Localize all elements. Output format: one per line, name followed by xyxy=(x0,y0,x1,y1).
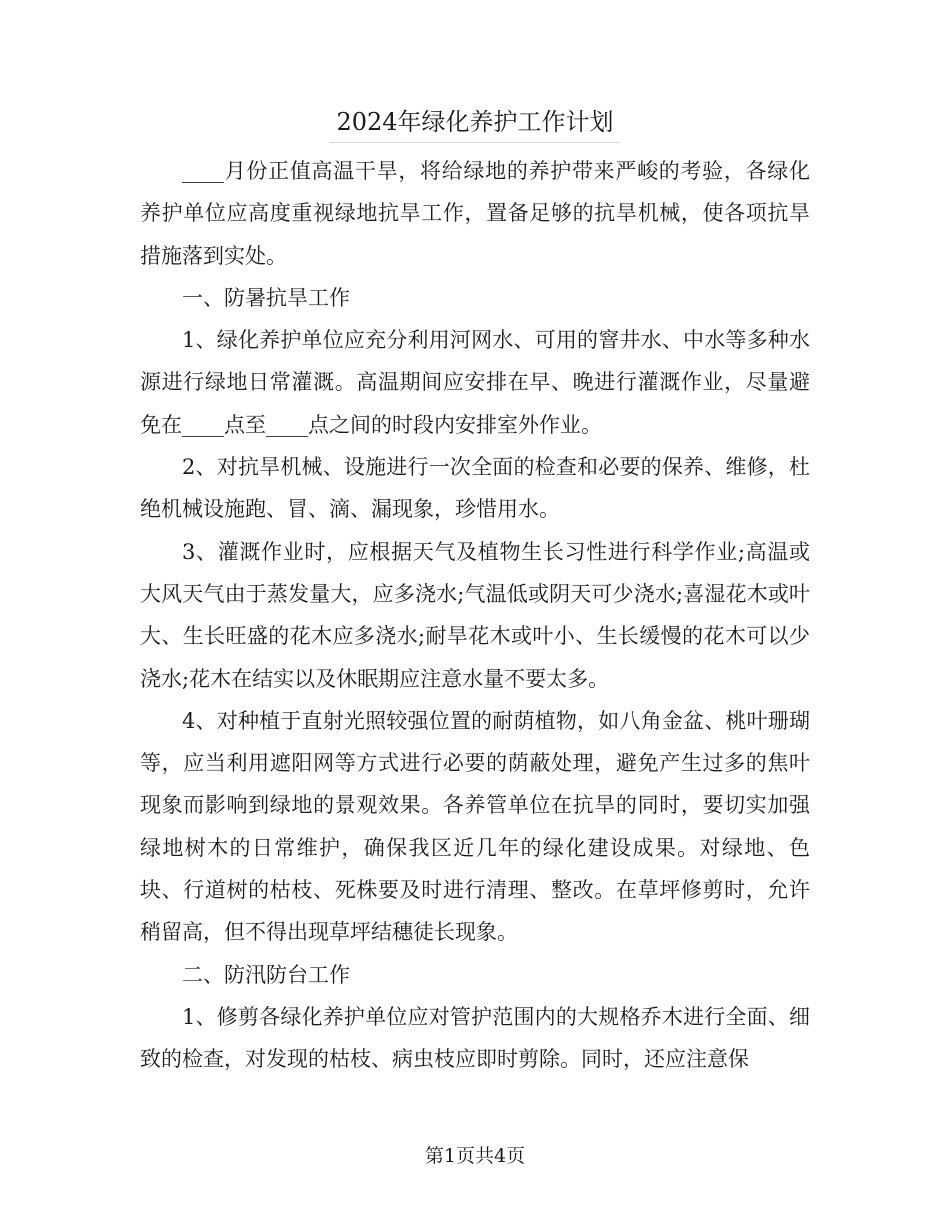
document-title: 2024年绿化养护工作计划 xyxy=(336,108,614,136)
section-heading-2: 二、防汛防台工作 xyxy=(182,962,350,987)
title-divider xyxy=(330,142,620,143)
paragraph-item-1: 1、绿化养护单位应充分利用河网水、可用的窨井水、中水等多种水源进行绿地日常灌溉。高温期间应安排在早、晚进行灌溉作业，尽量避免在____点至____点之间的时段内安排室外作业。 xyxy=(140,328,810,437)
section-heading-1: 一、防暑抗旱工作 xyxy=(182,285,350,310)
paragraph-item-2: 2、对抗旱机械、设施进行一次全面的检查和必要的保养、维修，杜绝机械设施跑、冒、滴、漏现象，珍惜用水。 xyxy=(140,455,810,522)
page-number: 第1页共4页 xyxy=(424,1145,526,1167)
paragraph-item-5: 1、修剪各绿化养护单位应对管护范围内的大规格乔木进行全面、细致的检查，对发现的枯枝、病虫枝应即时剪除。同时，还应注意保 xyxy=(140,1004,810,1072)
paragraph-item-4: 4、对种植于直射光照较强位置的耐荫植物，如八角金盆、桃叶珊瑚等，应当利用遮阳网等方式进行必要的荫蔽处理，避免产生过多的焦叶现象而影响到绿地的景观效果。各养管单位在抗旱的同时，要切实加强绿地树木的日常维护，确保我区近几年的绿化建设成果。对绿地、色块、行道树的枯枝、死株要及时进行清理、整改。在草坪修剪时，允许稍留高，但不得出现草坪结穗徒长现象。 xyxy=(140,708,810,945)
intro-paragraph: ____月份正值高温干旱，将给绿地的养护带来严峻的考验，各绿化养护单位应高度重视绿地抗旱工作，置备足够的抗旱机械，使各项抗旱措施落到实处。 xyxy=(140,159,810,268)
document-body xyxy=(140,150,810,1081)
paragraph-item-3: 3、灌溉作业时，应根据天气及植物生长习性进行科学作业;高温或大风天气由于蒸发量大，应多浇水;气温低或阴天可少浇水;喜湿花木或叶大、生长旺盛的花木应多浇水;耐旱花木或叶小、生长缓慢的花木可以少浇水;花木在结实以及休眠期应注意水量不要太多。 xyxy=(140,539,810,691)
